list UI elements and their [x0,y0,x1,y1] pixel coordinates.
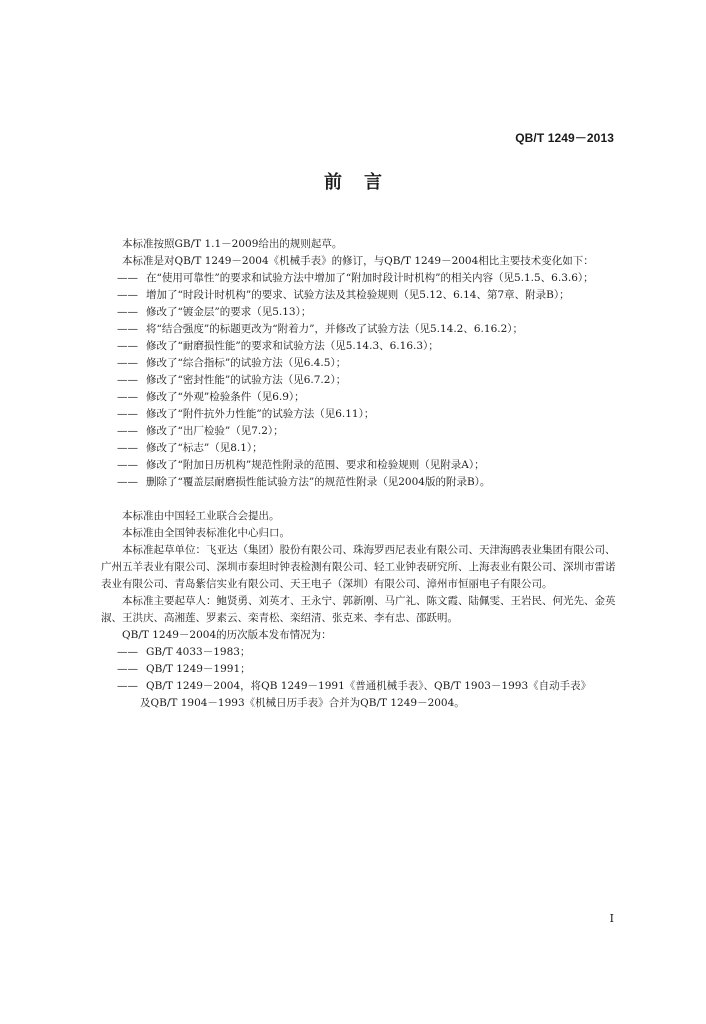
list-item-text: QB/T 1249－1991； [146,663,251,675]
intro-line-1: 本标准按照GB/T 1.1－2009给出的规则起草。 [122,238,343,250]
page-title: 前言 [324,172,404,193]
dash-marker: —— [117,442,138,454]
dash-marker: —— [117,340,138,352]
list-item-text: 修改了“附件抗外力性能”的试验方法（见6.11）； [146,408,375,420]
dash-marker: —— [117,357,138,369]
list-item [101,304,616,321]
drafters: 本标准主要起草人：鲍贤勇、刘英才、王永宁、郭新刚、马广礼、陈文霞、陆佩雯、王岩民、何光先、金英淑、王洪庆、高湘莲、罗素云、栾青松、栾绍清、张克来、李有忠、邵跃明。 [101,595,616,624]
dash-marker: —— [117,306,138,318]
dash-marker: —— [117,374,138,386]
list-item-text: 修改了“密封性能”的试验方法（见6.7.2）； [146,374,347,386]
dash-marker: —— [117,289,138,301]
list-item [101,372,616,389]
dash-marker: —— [117,408,138,420]
history-list [101,644,616,695]
dash-marker: —— [117,425,138,437]
spacer [101,491,616,508]
list-item-text: QB/T 1249－2004，将QB 1249－1991《普通机械手表》、QB/T 1903－1993《自动手表》 [146,680,592,692]
standard-code: QB/T 1249－2013 [515,131,614,145]
list-item [101,661,616,678]
changes-list [101,270,616,491]
document-body [101,236,616,712]
list-item [101,457,616,474]
list-item-text: 修改了“外观”检验条件（见6.9）； [146,391,305,403]
list-item [101,644,616,661]
dash-marker: —— [117,646,138,658]
managed-by: 本标准由全国钟表标准化中心归口。 [122,527,290,539]
dash-marker: —— [117,459,138,471]
list-item [101,423,616,440]
intro-line-2: 本标准是对QB/T 1249－2004《机械手表》的修订，与QB/T 1249－2004相比主要技术变化如下： [122,255,594,267]
dash-marker: —— [117,663,138,675]
list-item [101,406,616,423]
history-intro: QB/T 1249－2004的历次版本发布情况为： [122,629,332,641]
list-item-text: 修改了“出厂检验”（见7.2）； [146,425,284,437]
list-item [101,678,616,695]
list-item-text: 删除了“覆盖层耐磨损性能试验方法”的规范性附录（见2004版的附录B）。 [146,476,491,488]
list-item [101,287,616,304]
list-item-text: GB/T 4033－1983； [146,646,251,658]
list-item-text: 修改了“标志”（见8.1）； [146,442,263,454]
list-item [101,355,616,372]
list-item [101,270,616,287]
list-item-text: 在“使用可靠性”的要求和试验方法中增加了“附加时段计时机构”的相关内容（见5.1.5、6.3.6）； [146,272,594,284]
list-item-text: 修改了“综合指标”的试验方法（见6.4.5）； [146,357,347,369]
list-item [101,321,616,338]
list-item-text: 修改了“耐磨损性能”的要求和试验方法（见5.14.3、6.16.3）； [146,340,439,352]
page-number: I [609,912,614,925]
list-item-text: 修改了“附加日历机构”规范性附录的范围、要求和检验规则（见附录A）； [146,459,485,471]
dash-marker: —— [117,391,138,403]
drafting-units: 本标准起草单位：飞亚达（集团）股份有限公司、珠海罗西尼表业有限公司、天津海鸥表业集团有限公司、广州五羊表业有限公司、深圳市泰坦时钟表检测有限公司、轻工业钟表研究所、上海表业有限公司、深圳市雷诺表业有限公司、青岛紫信实业有限公司、天王电子（深圳）有限公司、漳州市恒丽电子有限公司。 [101,544,616,590]
dash-marker: —— [117,476,138,488]
list-item [101,440,616,457]
list-item-text: 增加了“时段计时机构”的要求、试验方法及其检验规则（见5.12、6.14、第7章、附录B）； [146,289,570,301]
list-item-text: 将“结合强度”的标题更改为“附着力”，并修改了试验方法（见5.14.2、6.16.2）； [146,323,524,335]
dash-marker: —— [117,323,138,335]
history-continuation: 及QB/T 1904－1993《机械日历手表》合并为QB/T 1249－2004。 [140,697,465,709]
proposed-by: 本标准由中国轻工业联合会提出。 [122,510,280,522]
list-item-text: 修改了“镀金层”的要求（见5.13）； [146,306,312,318]
dash-marker: —— [117,272,138,284]
list-item [101,338,616,355]
dash-marker: —— [117,680,138,692]
list-item [101,474,616,491]
list-item [101,389,616,406]
